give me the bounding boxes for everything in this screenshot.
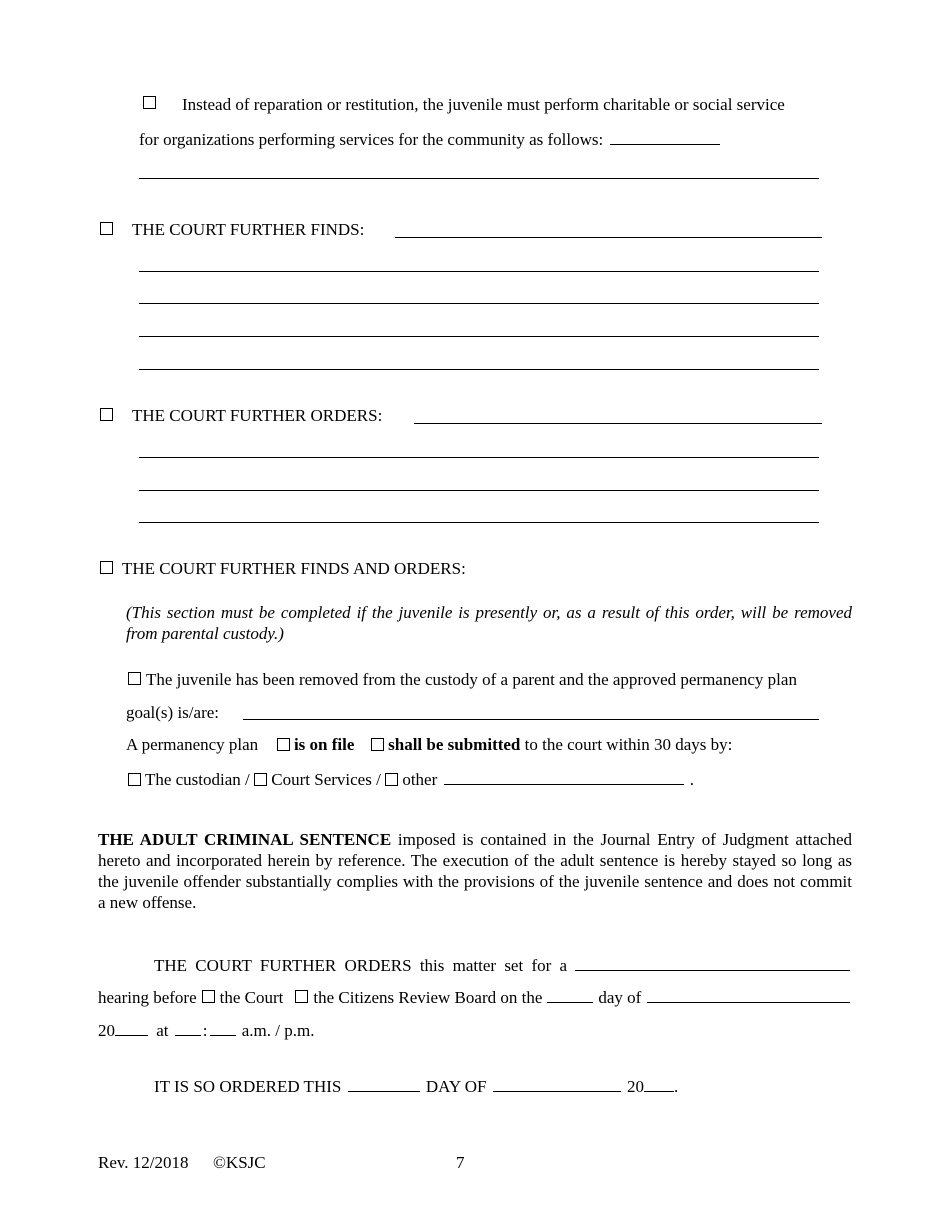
removed-checkbox[interactable] [128, 672, 141, 685]
the-court-label: the Court [219, 988, 284, 1007]
plan-on-file-checkbox[interactable] [277, 738, 290, 751]
removed-text-line2: goal(s) is/are: [126, 703, 219, 722]
hearing-minute-blank[interactable] [210, 1019, 236, 1036]
ordered-period: . [673, 1077, 679, 1096]
hearing-before: hearing before [98, 988, 197, 1007]
hearing-line-3 [98, 1019, 314, 1041]
further-orders-checkbox[interactable] [100, 408, 113, 421]
hearing-year-blank[interactable] [115, 1019, 148, 1036]
further-finds-line-3[interactable] [139, 336, 819, 337]
further-orders-label: THE COURT FURTHER ORDERS: [132, 406, 383, 425]
so-ordered-line [154, 1075, 678, 1097]
further-finds-line-1[interactable] [139, 271, 819, 272]
submitter-period: . [689, 770, 694, 789]
further-finds-line-2[interactable] [139, 303, 819, 304]
plan-goal-blank[interactable] [243, 719, 819, 720]
footer-revision: Rev. 12/2018 [98, 1153, 189, 1172]
service-text-line2 [139, 128, 722, 150]
footer-copyright: ©KSJC [213, 1153, 266, 1172]
further-finds-checkbox[interactable] [100, 222, 113, 235]
ordered-year-blank[interactable] [644, 1075, 674, 1092]
permanency-plan-line [126, 735, 732, 755]
further-orders-line-1[interactable] [139, 457, 819, 458]
footer-page-number: 7 [456, 1153, 465, 1172]
so-ordered-prefix: IT IS SO ORDERED THIS [154, 1077, 342, 1096]
further-orders-blank[interactable] [414, 423, 822, 424]
other-label: other [402, 770, 438, 789]
hearing-day-blank[interactable] [547, 986, 593, 1003]
hearing-ampm: a.m. / p.m. [241, 1021, 315, 1040]
service-blank-line[interactable] [139, 178, 819, 179]
hearing-text: THE COURT FURTHER ORDERS this matter set for a [154, 956, 568, 975]
hearing-line-1 [154, 954, 852, 976]
other-checkbox[interactable] [385, 773, 398, 786]
ordered-month-blank[interactable] [493, 1075, 621, 1092]
review-board-label: the Citizens Review Board on the [313, 988, 543, 1007]
hearing-colon: : [202, 1021, 208, 1040]
court-services-label: Court Services / [271, 770, 381, 789]
hearing-year-prefix: 20 [98, 1021, 115, 1040]
hearing-month-blank[interactable] [647, 986, 850, 1003]
ordered-day-of: DAY OF [425, 1077, 487, 1096]
further-finds-line-4[interactable] [139, 369, 819, 370]
finds-and-orders-label: THE COURT FURTHER FINDS AND ORDERS: [122, 559, 466, 578]
service-label: for organizations performing services for the community as follows: [139, 130, 604, 149]
custodian-label: The custodian / [144, 770, 250, 789]
further-finds-blank[interactable] [395, 237, 822, 238]
ordered-day-blank[interactable] [348, 1075, 420, 1092]
service-checkbox[interactable] [143, 96, 156, 109]
custody-note: (This section must be completed if the juvenile is presently or, as a result of this order, will be removed from parental custody.) [126, 603, 852, 643]
plan-suffix: to the court within 30 days by: [524, 735, 733, 754]
further-orders-line-3[interactable] [139, 522, 819, 523]
plan-submitted-label: shall be submitted [388, 735, 521, 754]
finds-and-orders-checkbox[interactable] [100, 561, 113, 574]
adult-sentence-paragraph [98, 829, 852, 913]
plan-submitted-checkbox[interactable] [371, 738, 384, 751]
custodian-checkbox[interactable] [128, 773, 141, 786]
court-services-checkbox[interactable] [254, 773, 267, 786]
service-blank-short[interactable] [610, 128, 720, 145]
hearing-type-blank[interactable] [575, 954, 850, 971]
hearing-day-of: day of [598, 988, 642, 1007]
hearing-hour-blank[interactable] [175, 1019, 201, 1036]
review-board-checkbox[interactable] [295, 990, 308, 1003]
hearing-line-2 [98, 986, 852, 1008]
ordered-year-prefix: 20 [626, 1077, 644, 1096]
other-blank[interactable] [444, 768, 684, 785]
submitter-line [128, 768, 694, 790]
adult-sentence-text: imposed is contained in the Journal Entry of Judgment attached hereto and incorporated herein by reference. The execution of the adult sentence is hereby stayed so long as the juvenile offender substantially complies with the provisions of the juvenile sentence and does not commit a new offense. [98, 830, 853, 912]
plan-on-file-label: is on file [293, 735, 355, 754]
adult-sentence-lead: THE ADULT CRIMINAL SENTENCE [98, 830, 392, 849]
further-orders-line-2[interactable] [139, 490, 819, 491]
removed-text-line1: The juvenile has been removed from the custody of a parent and the approved permanency plan [146, 670, 797, 689]
the-court-checkbox[interactable] [202, 990, 215, 1003]
service-text-line1: Instead of reparation or restitution, the juvenile must perform charitable or social service [182, 95, 785, 114]
further-finds-label: THE COURT FURTHER FINDS: [132, 220, 365, 239]
plan-prefix: A permanency plan [126, 735, 259, 754]
hearing-at: at [156, 1021, 169, 1040]
